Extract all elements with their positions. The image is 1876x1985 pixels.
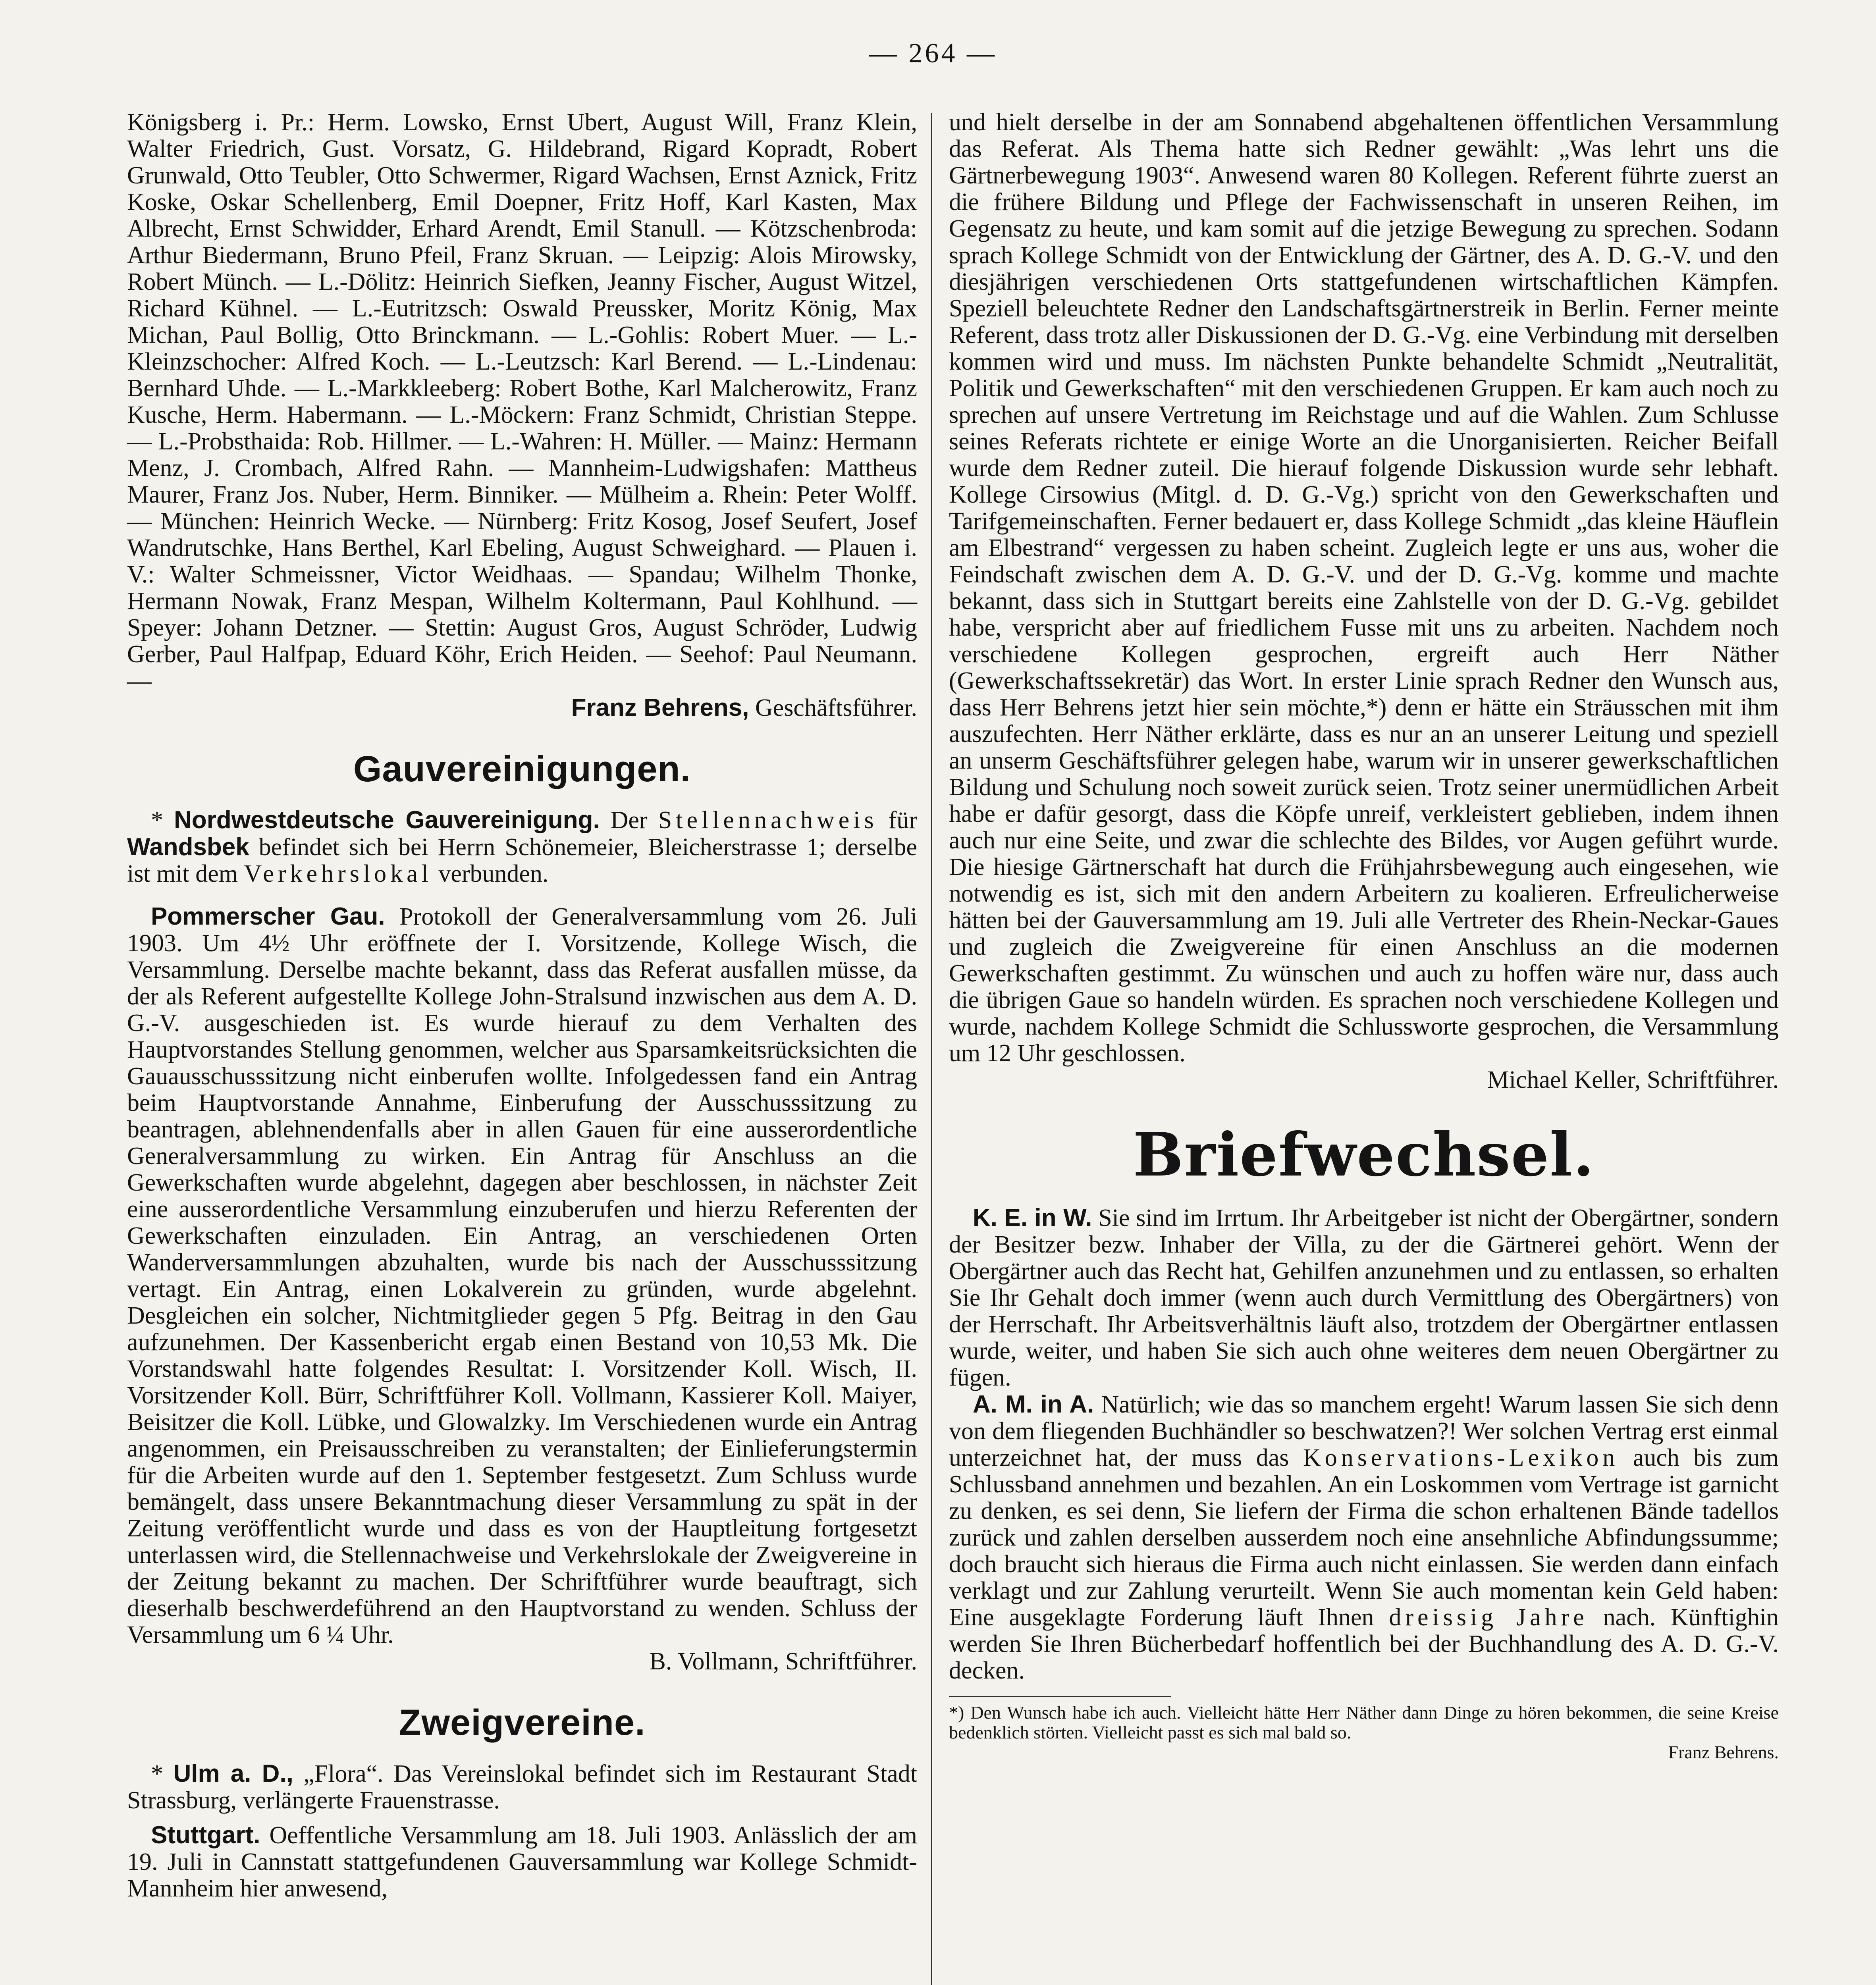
letter-body: Sie sind im Irrtum. Ihr Arbeitgeber ist nicht der Obergärtner, sondern der Besitzer bezw. Inhaber der Villa, zu der die Gärtnerei gehört. Wenn der Obergärtner auch das Recht hat, Gehilfen anzunehmen und zu entlassen, so erhalten Sie Ihr Gehalt doch immer (wenn auch durch Vermittlung des Obergärtners) von der Herrschaft. Ihr Arbeitsverhältnis läuft also, trotzdem der Obergärtner entlassen wurde, weiter, und haben Sie sich auch ohne weiteres dem neuen Obergärtner zu fügen. <box>949 1204 1779 1391</box>
bold-place: Wandsbek <box>127 833 249 861</box>
article-body: Protokoll der Generalversammlung vom 26. Juli 1903. Um 4½ Uhr eröffnete der I. Vorsitzende, Kollege Wisch, die Versammlung. Derselbe machte bekannt, dass das Referat ausfallen müsse, da der als Referent aufgestellte Kollege John-Stralsund inzwischen aus dem A. D. G.-V. ausgeschieden ist. Es wurde hierauf zu dem Verhalten des Hauptvorstandes Stellung genommen, welcher aus Sparsamkeitsrücksichten die Gauausschusssitzung nicht einberufen wollte. Infolgedessen fand ein Antrag beim Hauptvorstande Annahme, Einberufung der Ausschusssitzung zu beantragen, ablehnendenfalls aber in allen Gauen für eine ausserordentliche Generalversammlung zu wirken. Ein Antrag für Anschluss an die Gewerkschaften wurde abgelehnt, dagegen aber beschlossen, in nächster Zeit eine ausserordentliche Versammlung einzuberufen und hierzu Referenten der Gewerkschaften einzuladen. Ein Antrag, an verschiedenen Orten Wanderversammlungen abzuhalten, wurde bis nach der Ausschusssitzung vertagt. Ein Antrag, einen Lokalverein zu gründen, wurde abgelehnt. Desgleichen ein solcher, Nichtmitglieder gegen 5 Pfg. Beitrag in den Gau aufzunehmen. Der Kassenbericht ergab einen Bestand von 10,53 Mk. Die Vorstandswahl hatte folgendes Resultat: I. Vorsitzender Koll. Wisch, II. Vorsitzender Koll. Bürr, Schriftführer Koll. Vollmann, Kassierer Koll. Maiyer, Beisitzer die Koll. Lübke, und Glowalzky. Im Verschiedenen wurde ein Antrag angenommen, ein Preisausschreiben zu veranstalten; der Einlieferungstermin für die Arbeiten wurde auf den 1. September festgesetzt. Zum Schluss wurde bemängelt, dass unsere Bekanntmachung dieser Versammlung zu spät in der Zeitung veröffentlicht wurde und dass es von der Hauptleitung fortgesetzt unterlassen wird, die Stellennachweise und Verkehrslokale der Zweigvereine in der Zeitung bekannt zu machen. Der Schriftführer wurde beauftragt, sich dieserhalb beschwerdeführend an den Hauptvorstand zu wenden. Schluss der Versammlung um 6 ¼ Uhr. <box>127 903 917 1648</box>
stuttgart-signature: Michael Keller, Schriftführer. <box>1487 1066 1779 1093</box>
text-run: befindet sich bei Herrn Schönemeier, Bleicherstrasse 1; derselbe ist mit dem <box>127 834 917 887</box>
letter-body: auch bis zum Schlussband annehmen und bezahlen. An ein Loskommen vom Vertrage ist garnicht zu denken, es sei denn, Sie liefern der Firma die schon erhaltenen Bände tadellos zurück und zahlen derselben ausserdem noch eine ansehnliche Abfindungssumme; doch braucht sich hieraus die Firma auch nicht einlassen. Sie werden dann einfach verklagt und zur Zahlung verurteilt. Wenn Sie auch momentan kein Geld haben: Eine ausgeklagte Forderung läuft Ihnen <box>949 1444 1779 1631</box>
left-column <box>127 109 917 1902</box>
footnote: *) Den Wunsch habe ich auch. Vielleicht hätte Herr Näther dann Dinge zu hören bekommen, die seine Kreise bedenklich störten. Vielleicht passt es sich mal bald so. <box>949 1702 1779 1742</box>
star-marker: * <box>151 1760 174 1787</box>
letter-am <box>949 1391 1779 1684</box>
spaced-text: Stellennachweis <box>658 807 878 834</box>
article-stuttgart <box>127 1822 917 1902</box>
article-head-pommern: Pommerscher Gau. <box>151 903 385 930</box>
heading-zweigvereine: Zweigvereine. <box>399 1702 646 1743</box>
article-nordwestdeutsche <box>127 807 917 887</box>
article-head-stuttgart: Stuttgart. <box>151 1821 260 1849</box>
heading-gauvereinigungen: Gauvereinigungen. <box>353 749 691 789</box>
heading-briefwechsel: Briefwechsel. <box>1133 1120 1595 1190</box>
letter-body: Natürlich; wie das so manchem ergeht! Warum lassen Sie sich denn von dem fliegenden Buchhändler so beschwatzen?! Wer solchen Vertrag erst einmal unterzeichnet hat, der muss das <box>949 1391 1779 1471</box>
spaced-text: Konservations-Lexikon <box>1303 1444 1619 1471</box>
star-marker: * <box>151 807 174 834</box>
article-ulm <box>127 1760 917 1814</box>
member-list: Königsberg i. Pr.: Herm. Lowsko, Ernst Ubert, August Will, Franz Klein, Walter Friedrich, Gust. Vorsatz, G. Hildebrand, Rigard Kopradt, Robert Grunwald, Otto Teubler, Otto Schwermer, Rigard Wachsen, Ernst Aznick, Fritz Koske, Oskar Schellenberg, Emil Doepner, Fritz Hoff, Karl Kasten, Max Albrecht, Ernst Schwidder, Erhard Arendt, Emil Stanull. — Kötzschenbroda: Arthur Biedermann, Bruno Pfeil, Franz Skruan. — Leipzig: Alois Mirowsky, Robert Münch. — L.-Dölitz: Heinrich Siefken, Jeanny Fischer, August Witzel, Richard Kühnel. — L.-Eutritzsch: Oswald Preussker, Moritz König, Max Michan, Paul Bollig, Otto Brinckmann. — L.-Gohlis: Robert Muer. — L.-Kleinzschocher: Alfred Koch. — L.-Leutzsch: Karl Berend. — L.-Lindenau: Bernhard Uhde. — L.-Markkleeberg: Robert Bothe, Karl Malcherowitz, Franz Kusche, Herm. Habermann. — L.-Möckern: Franz Schmidt, Christian Steppe. — L.-Probsthaida: Rob. Hillmer. — L.-Wahren: H. Müller. — Mainz: Hermann Menz, J. Crombach, Alfred Rahn. — Mannheim-Ludwigshafen: Mattheus Maurer, Franz Jos. Nuber, Herm. Binniker. — Mülheim a. Rhein: Peter Wolff. — München: Heinrich Wecke. — Nürnberg: Fritz Kosog, Josef Seufert, Josef Wandrutschke, Hans Berthel, Karl Ebeling, August Schweighard. — Plauen i. V.: Walter Schmeissner, Victor Weidhaas. — Spandau; Wilhelm Thonke, Hermann Nowak, Franz Mespan, Wilhelm Koltermann, Paul Kohlhund. — Speyer: Johann Detzner. — Stettin: August Gros, August Schröder, Ludwig Gerber, Paul Halfpap, Eduard Köhr, Erich Heiden. — Seehof: Paul Neumann. — <box>127 109 917 694</box>
list-signature-name: Franz Behrens, <box>571 694 749 721</box>
right-column <box>949 109 1779 1762</box>
stuttgart-continued: und hielt derselbe in der am Sonnabend abgehaltenen öffentlichen Versammlung das Referat. Als Thema hatte sich Redner gewählt: „Was lehrt uns die Gärtnerbewegung 1903“. Anwesend waren 80 Kollegen. Referent führte zuerst an die frühere Bildung und Pflege der Fachwissenschaft in unseren Reihen, im Gegensatz zu heute, und kam somit auf die jetzige Bewegung zu sprechen. Sodann sprach Kollege Schmidt von der Entwicklung der Gärtner, des A. D. G.-V. und den diesjährigen verschiedenen Orts stattgefundenen wirtschaftlichen Kämpfen. Speziell beleuchtete Redner den Landschaftsgärtnerstreik in Berlin. Ferner meinte Referent, dass trotz aller Diskussionen der D. G.-Vg. eine Verbindung mit derselben kommen wird und muss. Im nächsten Punkte behandelte Schmidt „Neutralität, Politik und Gewerkschaften“ mit den verschiedenen Gruppen. Er kam auch noch zu sprechen auf unsere Vertretung im Reichstage und auf die Wahlen. Zum Schlusse seines Referats richtete er einige Worte an die Unorganisierten. Reicher Beifall wurde dem Redner zuteil. Die hierauf folgende Diskussion wurde sehr lebhaft. Kollege Cirsowius (Mitgl. d. D. G.-Vg.) spricht von den Gewerkschaften und Tarifgemeinschaften. Ferner bedauert er, dass Kollege Schmidt „das kleine Häuflein am Elbestrand“ vergessen zu haben scheint. Zugleich legte er uns aus, woher die Feindschaft zwischen dem A. D. G.-V. und der D. G.-Vg. komme und machte bekannt, dass sich in Stuttgart bereits eine Zahlstelle von der D. G.-Vg. gebildet habe, verspricht aber auf friedlichem Fusse mit uns zu arbeiten. Nachdem noch verschiedene Kollegen gesprochen, ergreift auch Herr Näther (Gewerkschaftssekretär) das Wort. In erster Linie sprach Redner den Wunsch aus, dass Herr Behrens jetzt hier sein möchte,*) denn er hätte ein Sträusschen mit ihm auszufechten. Herr Näther erklärte, dass es nur an an unserer Leitung und speziell an unserm Geschäftsführer gelegen habe, warum wir in unserer gewerkschaftlichen Bildung und Schulung noch soweit zurück seien. Trotz seiner unermüdlichen Arbeit habe er dafür gesorgt, dass die Köpfe unreif, verkleistert geblieben, indem ihnen auch nur eine Seite, und zwar die schlechte des Bildes, vor Augen geführt wurde. Die hiesige Gärtnerschaft hat durch die Frühjahrsbewegung auch eingesehen, wie notwendig es ist, sich mit den andern Arbeitern zu koalieren. Erfreulicherweise hätten bei der Gauversammlung am 19. Juli alle Vertreter des Rhein-Neckar-Gaues und zugleich die Zweigvereine für einen Anschluss an die modernen Gewerkschaften gestimmt. Zu wünschen und auch zu hoffen wäre nur, dass auch die übrigen Gaue so handeln würden. Es sprachen noch verschiedene Kollegen und wurde, nachdem Kollege Schmidt die Schlussworte gesprochen, die Versammlung um 12 Uhr geschlossen. <box>949 109 1779 1067</box>
letter-body: nach. Künftighin werden Sie Ihren Bücherbedarf hoffentlich bei der Buchhandlung des A. D. G.-V. decken. <box>949 1604 1779 1684</box>
footnote-signature: Franz Behrens. <box>1668 1742 1779 1762</box>
text-run: verbunden. <box>432 860 549 887</box>
letter-head-ke: K. E. in W. <box>973 1204 1092 1231</box>
article-body: Oeffentliche Versammlung am 18. Juli 1903. Anlässlich der am 19. Juli in Cannstatt stattgefundenen Gauversammlung war Kollege Schmidt-Mannheim hier anwesend, <box>127 1822 917 1902</box>
footnote-rule <box>949 1696 1171 1697</box>
pommern-signature: B. Vollmann, Schriftführer. <box>649 1648 917 1675</box>
article-head-ulm: Ulm a. D., <box>173 1760 293 1787</box>
page-number: — 264 — <box>869 38 997 69</box>
article-pommerscher-gau <box>127 903 917 1648</box>
letter-ke <box>949 1204 1779 1391</box>
letter-head-am: A. M. in A. <box>973 1391 1094 1418</box>
article-body: „Flora“. Das Vereinslokal befindet sich im Restaurant Stadt Strassburg, verlängerte Frauenstrasse. <box>127 1760 917 1814</box>
spaced-text: Verkehrslokal <box>244 860 432 887</box>
column-divider <box>931 113 932 1985</box>
article-head-nordwest: Nordwestdeutsche Gauvereinigung. <box>174 806 600 834</box>
text-run: Der <box>600 807 658 834</box>
list-signature <box>127 694 917 721</box>
text-run: für <box>877 807 917 834</box>
spaced-text: dreissig Jahre <box>1389 1604 1588 1631</box>
list-signature-role: Geschäftsführer. <box>749 694 917 721</box>
